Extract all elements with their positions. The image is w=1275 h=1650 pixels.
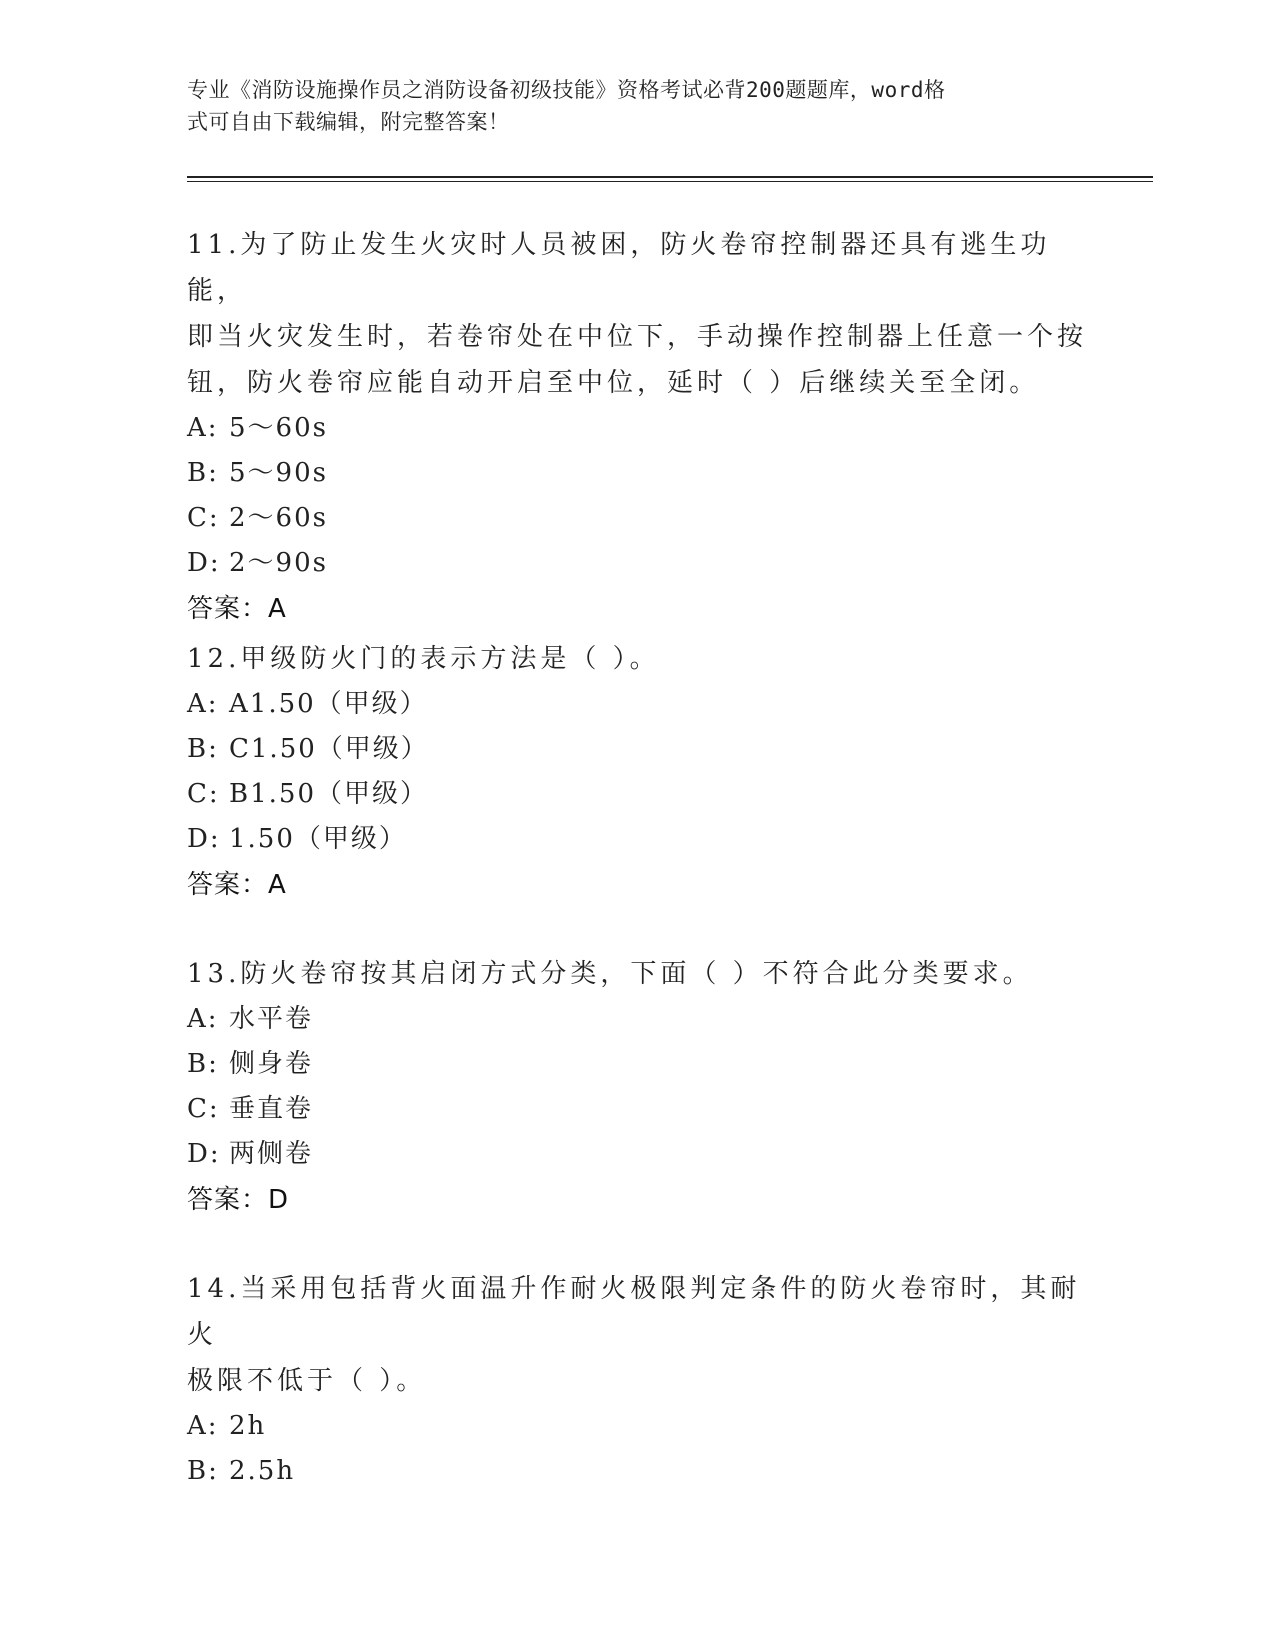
option-letter: C:	[187, 503, 220, 533]
option-a	[187, 1404, 1087, 1449]
option-text: 1.50（甲级）	[229, 824, 407, 854]
answer-line: 答案：A	[187, 870, 287, 900]
option-text: B1.50（甲级）	[229, 779, 428, 809]
option-a	[187, 406, 1087, 451]
stem-line: 11.为了防止发生火灾时人员被困，防火卷帘控制器还具有逃生功能，	[187, 230, 1051, 306]
question-stem	[187, 1266, 1087, 1404]
option-text: C1.50（甲级）	[229, 734, 429, 764]
question-stem	[187, 222, 1087, 406]
option-text: 2.5h	[229, 1456, 296, 1486]
option-a	[187, 997, 1087, 1042]
answer-line: 答案：D	[187, 1185, 290, 1215]
stem-line: 极限不低于（ ）。	[187, 1366, 427, 1396]
option-d	[187, 541, 1087, 586]
option-c	[187, 496, 1087, 541]
option-c	[187, 772, 1087, 817]
option-c	[187, 1087, 1087, 1132]
stem-line: 即当火灾发生时，若卷帘处在中位下，手动操作控制器上任意一个按	[187, 322, 1088, 352]
stem-line: 13.防火卷帘按其启闭方式分类，下面（ ）不符合此分类要求。	[187, 959, 1033, 989]
question-12	[187, 636, 1087, 908]
option-text: 侧身卷	[229, 1049, 314, 1079]
header-divider-thick	[187, 176, 1153, 178]
option-text: 2h	[229, 1411, 267, 1441]
option-text: 2～60s	[229, 503, 328, 533]
question-stem	[187, 636, 1087, 682]
option-letter: A:	[187, 1004, 219, 1034]
option-text: 5～60s	[229, 413, 328, 443]
option-letter: D:	[187, 824, 221, 854]
option-d	[187, 817, 1087, 862]
question-13	[187, 951, 1087, 1223]
option-letter: A:	[187, 413, 219, 443]
option-b	[187, 1449, 1087, 1494]
option-letter: B:	[187, 1049, 219, 1079]
option-text: A1.50（甲级）	[229, 689, 428, 719]
question-11	[187, 222, 1087, 632]
option-b	[187, 451, 1087, 496]
stem-line: 14.当采用包括背火面温升作耐火极限判定条件的防火卷帘时，其耐火	[187, 1274, 1081, 1350]
option-letter: A:	[187, 689, 219, 719]
option-letter: C:	[187, 779, 220, 809]
option-text: 两侧卷	[229, 1139, 314, 1169]
option-letter: D:	[187, 548, 221, 578]
question-14	[187, 1266, 1087, 1494]
option-a	[187, 682, 1087, 727]
document-header	[187, 74, 1077, 138]
stem-line: 钮，防火卷帘应能自动开启至中位，延时（ ）后继续关至全闭。	[187, 368, 1040, 398]
option-text: 2～90s	[229, 548, 328, 578]
stem-line: 12.甲级防火门的表示方法是（ ）。	[187, 644, 660, 674]
option-letter: C:	[187, 1094, 220, 1124]
answer-line: 答案：A	[187, 594, 287, 624]
option-b	[187, 727, 1087, 772]
question-stem	[187, 951, 1087, 997]
option-d	[187, 1132, 1087, 1177]
option-text: 垂直卷	[229, 1094, 314, 1124]
option-letter: D:	[187, 1139, 221, 1169]
option-letter: A:	[187, 1411, 219, 1441]
header-divider-thin	[187, 181, 1153, 182]
option-text: 5～90s	[229, 458, 328, 488]
header-line-2: 式可自由下载编辑，附完整答案！	[187, 110, 510, 134]
option-letter: B:	[187, 1456, 219, 1486]
header-line-1: 专业《消防设施操作员之消防设备初级技能》资格考试必背200题题库，word格	[187, 78, 946, 102]
option-b	[187, 1042, 1087, 1087]
option-text: 水平卷	[229, 1004, 314, 1034]
option-letter: B:	[187, 734, 219, 764]
option-letter: B:	[187, 458, 219, 488]
